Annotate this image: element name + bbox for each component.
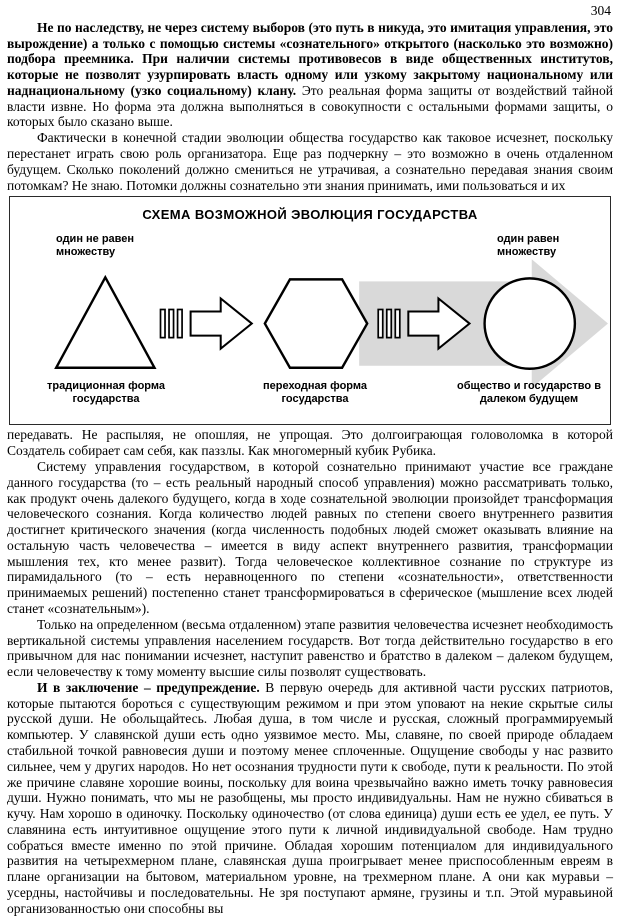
transition-bars-1 xyxy=(178,310,183,338)
transition-arrow-1 xyxy=(191,299,252,349)
diagram-title: СХЕМА ВОЗМОЖНОЙ ЭВОЛЮЦИЯ ГОСУДАРСТВА xyxy=(142,207,478,223)
diagram-caption-triangle: традиционная форма государства xyxy=(47,380,165,406)
diagram-label-left: один не равен множеству xyxy=(56,233,135,259)
paragraph-text: передавать. Не распыляя, не опошляя, не упрощая. Это долгоиграющая головоломка в которой Создатель собирает сам себя, как паззлы. Как многомерный кубик Рубика. xyxy=(7,427,613,459)
paragraph xyxy=(0,459,620,617)
paragraph-text: Фактически в конечной стадии эволюции общества государство как таковое исчезнет, поскольку перестанет играть свою роль организатора. Еще раз подчеркну – это возможно в очень отдаленном будущем. Сколько поколений должно смениться не утрачивая, а сознательно передавая знания своим потомкам? Не знаю. Потомки должны сознательно эти знания принимать, ими пользоваться и их xyxy=(7,130,613,193)
paragraph-text: Это реальная форма защиты от воздействий тайной власти извне. Но форма эта должна выполняться в совокупности с остальными формами защиты, о которых было сказано выше. xyxy=(7,82,613,130)
state-evolution-diagram xyxy=(9,196,611,425)
transition-bars-2 xyxy=(378,310,383,338)
paragraph-text: Систему управления государством, в которой сознательно принимают участие все граждане данного государства (то – есть реальный народный способ управления) можно рассматривать только, как продукт очень далекого будущего, когда в ходе сознательной эволюции произойдет трансформация человеческого сознания. Когда количество людей равных по степени своего внутреннего развития достигнет критического значения (когда численность подобных людей сможет оказывать влияние на остальную часть человечества – имеется в виду аспект внутреннего развития, трансформации мышления тех, кто менее развит). Тогда человеческое коллективное сознание по структуре из пирамидального (то – есть неравноценного по степени «сознательности», ответственности принимаемых решений) постепенно станет трансформироваться в сферическое (мышление всех людей станет «сознательным»). xyxy=(7,458,613,616)
paragraph xyxy=(0,130,620,193)
text-block-top xyxy=(0,20,620,194)
paragraph xyxy=(0,680,620,917)
diagram-label-right: один равен множеству xyxy=(497,233,560,259)
transition-bars-2 xyxy=(387,310,392,338)
paragraph-bold-text: И в заключение – предупреждение. xyxy=(37,679,260,695)
diagram-caption-circle: общество и государство в далеком будущем xyxy=(457,380,601,406)
diagram-caption-hexagon: переходная форма государства xyxy=(263,380,367,406)
transition-bars-2 xyxy=(395,310,400,338)
hexagon-shape xyxy=(265,280,367,368)
transition-bars-1 xyxy=(169,310,174,338)
page-number: 304 xyxy=(590,3,611,18)
paragraph xyxy=(0,617,620,680)
paragraph-bold-text: Не по наследству, не через систему выборов (это путь в никуда, это имитация управления, это вырождение) а только с помощью системы «сознательного» открытого (насколько это возможно) подбора преемника. При наличии системы противовесов в виде общественных институтов, которые не позволят узурпировать власть одному или узкому закрытому национальному или наднациональному (узко социальному) клану. xyxy=(7,19,613,98)
paragraph xyxy=(0,20,620,130)
paragraph-text: Только на определенном (весьма отдаленном) этапе развития человечества исчезнет необходимость вертикальной системы управления населением государств. Вот тогда действительно государство в его привычном для нас понимании исчезнет, наступит равенство и братство в далеком – далеком будущем, если человечеству к тому моменту высшие силы позволят существовать. xyxy=(7,616,613,680)
paragraph xyxy=(0,427,620,459)
paragraph-text: В первую очередь для активной части русских патриотов, которые пытаются бороться с существующим режимом и при этом уповают на некие скрытые силы русской души. Не обольщайтесь. Любая душа, в том числе и русская, сложный программируемый компьютер. У славянской души есть одно уязвимое место. Мы, славяне, по своей природе обладаем стабильной точкой равновесия души и поэтому менее сплоченные. Ощущение свободы у нас развито сильнее, чем у других народов. Но нет осознания трудности пути к свободе, пути к реальности. По этой же причине славяне хорошие воины, поскольку для воина чрезвычайно важно иметь точку равновесия души. Нужно понимать, что мы не разобщены, мы просто индивидуальны. Нам не нужно сбиваться в кучу. Нам хорошо в одиночку. Поскольку одиночество (от слова единица) души есть ее удел, ее путь. У славянина есть интуитивное ощущение этого пути к личной индивидуальной свободе. Нам трудно собраться вместе именно по этой причине. Обладая хорошим потенциалом для индивидуального развития на четырехмерном плане, славянская душа проигрывает менее приспособленным евреям в плане организации на бытовом, материальном уровне, на трехмерном плане. А они как муравьи – усердны, настойчивы и последовательны. Не зря поступают армяне, грузины и т.п. Этой муравьиной организованностью они способны вы xyxy=(7,679,613,916)
transition-bars-1 xyxy=(161,310,166,338)
text-block-bottom xyxy=(0,427,620,916)
triangle-shape xyxy=(56,278,154,368)
circle-shape xyxy=(485,279,575,369)
